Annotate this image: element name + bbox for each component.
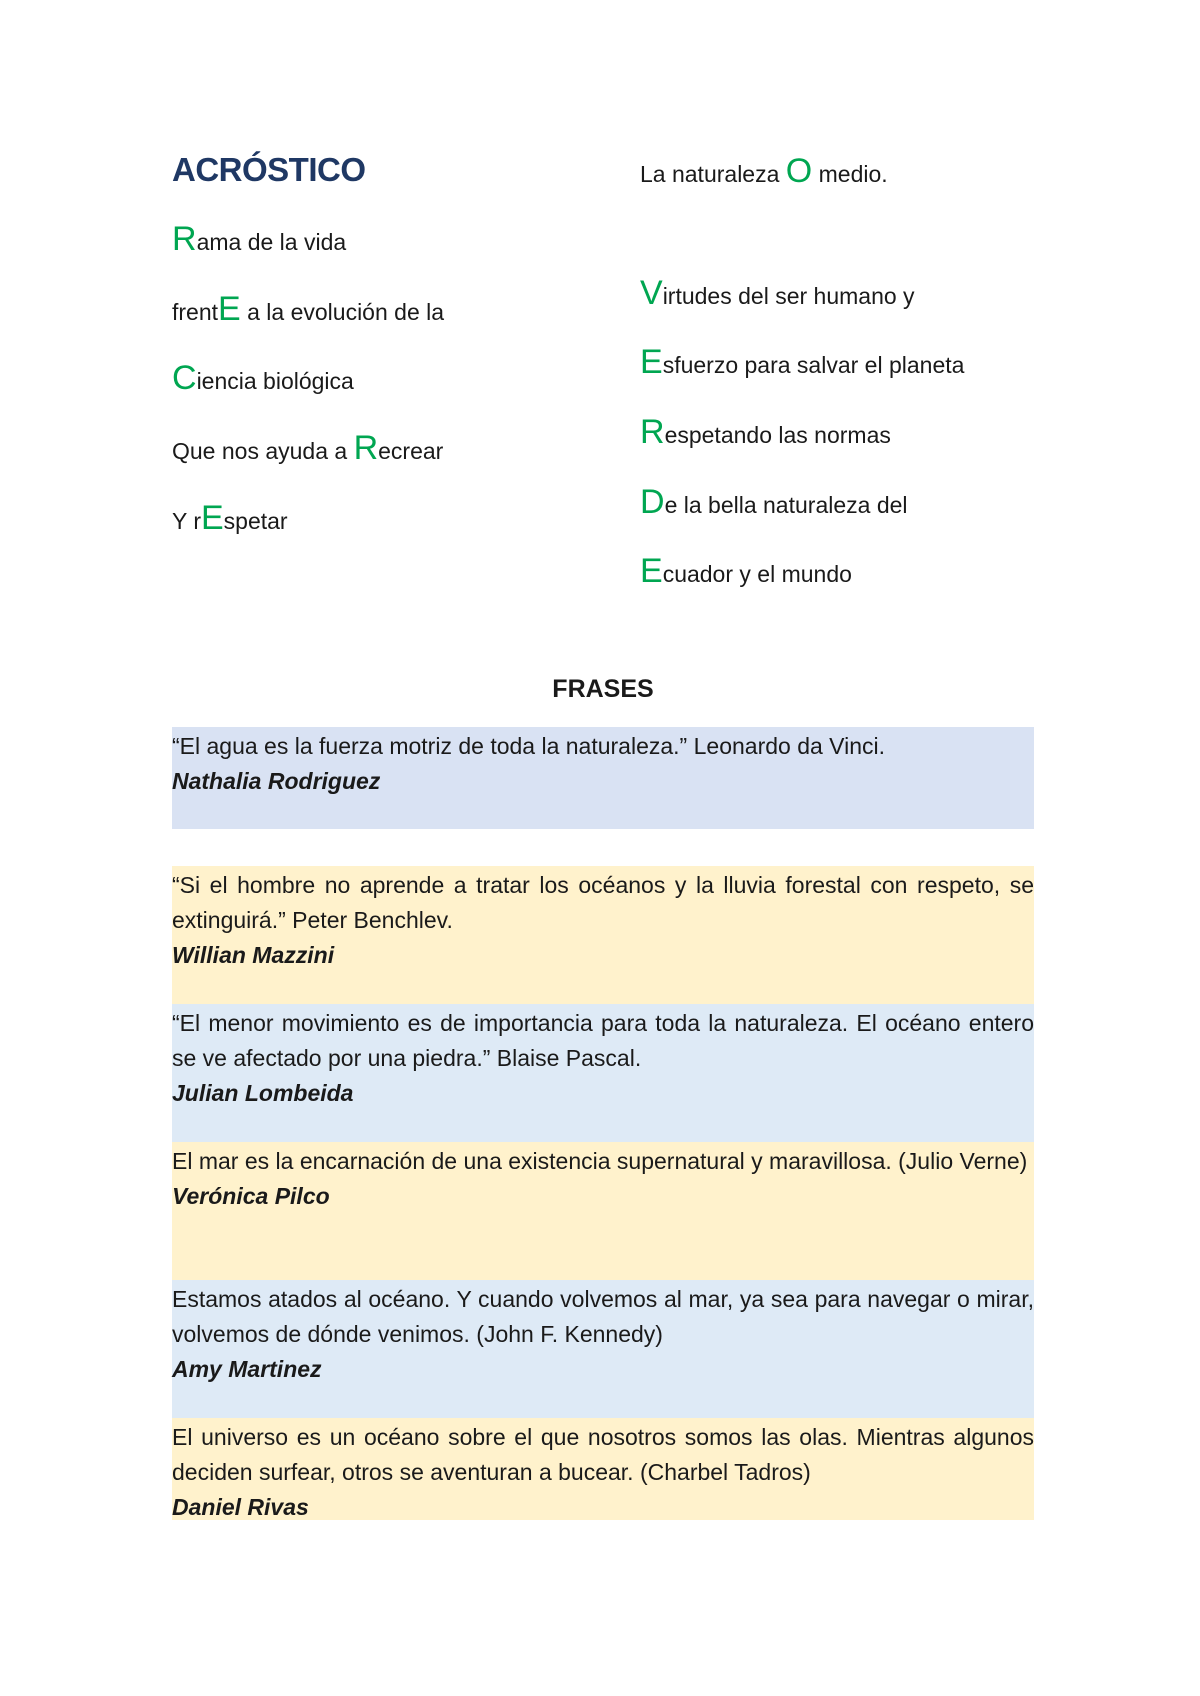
line-text: espetando las normas <box>664 422 891 448</box>
acrostic-capital: R <box>172 220 197 258</box>
frases-heading: FRASES <box>552 675 654 703</box>
acrostic-capital: E <box>200 499 224 537</box>
acrostic-line <box>172 222 346 256</box>
acrostic-line <box>172 292 444 326</box>
acrostic-capital: R <box>353 429 379 467</box>
quote-text: “El agua es la fuerza motriz de toda la naturaleza.” Leonardo da Vinci. <box>172 733 885 759</box>
acrostic-line <box>172 361 354 395</box>
quotes-list <box>172 727 1034 1520</box>
line-text: irtudes del ser humano y <box>662 283 915 309</box>
quote-author: Amy Martinez <box>172 1356 322 1382</box>
line-text: medio. <box>812 161 888 187</box>
quote-block <box>172 1004 1034 1142</box>
acrostic-capital: D <box>640 483 665 521</box>
line-text: La naturaleza <box>640 161 786 187</box>
acrostic-left-column <box>172 148 602 537</box>
acrostic-line <box>172 431 443 465</box>
acrostic-line <box>172 501 288 535</box>
quote-block <box>172 727 1034 829</box>
acrostic-capital: V <box>640 274 663 312</box>
acrostic-capital: E <box>218 290 241 328</box>
acrostic-line <box>640 154 888 188</box>
line-text: frent <box>172 299 219 325</box>
line-text: e la bella naturaleza del <box>664 492 908 518</box>
quote-author: Willian Mazzini <box>172 942 335 968</box>
line-text: cuador y el mundo <box>662 561 852 587</box>
acrostic-capital: E <box>640 343 663 381</box>
acrostic-line <box>640 485 908 519</box>
quote-author: Daniel Rivas <box>172 1494 309 1520</box>
acrostic-line <box>640 345 964 379</box>
quote-block <box>172 1418 1034 1520</box>
quote-text: “Si el hombre no aprende a tratar los océanos y la lluvia forestal con respeto, se extinguirá.” Peter Benchlev. <box>172 872 1034 933</box>
line-text: Y r <box>172 508 201 534</box>
line-text: Que nos ayuda a <box>172 438 354 464</box>
acrostic-capital: C <box>172 359 197 397</box>
line-text: ama de la vida <box>196 229 347 255</box>
line-text: spetar <box>223 508 288 534</box>
quote-author: Verónica Pilco <box>172 1183 330 1209</box>
acrostic-line <box>640 276 915 310</box>
acrostic-title: ACRÓSTICO <box>172 151 366 188</box>
line-text: iencia biológica <box>196 368 354 394</box>
acrostic-line <box>640 554 852 588</box>
acrostic-capital: R <box>640 413 665 451</box>
quote-text: “El menor movimiento es de importancia para toda la naturaleza. El océano entero se ve afectado por una piedra.” Blaise Pascal. <box>172 1010 1034 1071</box>
acrostic-capital: O <box>785 152 813 190</box>
quote-text: El mar es la encarnación de una existencia supernatural y maravillosa. (Julio Verne) <box>172 1148 1028 1174</box>
quote-block <box>172 866 1034 1004</box>
quote-block <box>172 1142 1034 1280</box>
acrostic-capital: E <box>640 552 663 590</box>
line-text: a la evolución de la <box>240 299 445 325</box>
line-text: ecrear <box>378 438 444 464</box>
quote-author: Nathalia Rodriguez <box>172 768 381 794</box>
quote-block <box>172 1280 1034 1418</box>
quote-text: El universo es un océano sobre el que nosotros somos las olas. Mientras algunos deciden surfear, otros se aventuran a bucear. (Charbel Tadros) <box>172 1424 1034 1485</box>
quote-text: Estamos atados al océano. Y cuando volvemos al mar, ya sea para navegar o mirar, volvemos de dónde venimos. (John F. Kennedy) <box>172 1286 1034 1347</box>
acrostic-line <box>640 415 891 449</box>
line-text: sfuerzo para salvar el planeta <box>662 352 965 378</box>
quote-author: Julian Lombeida <box>172 1080 354 1106</box>
